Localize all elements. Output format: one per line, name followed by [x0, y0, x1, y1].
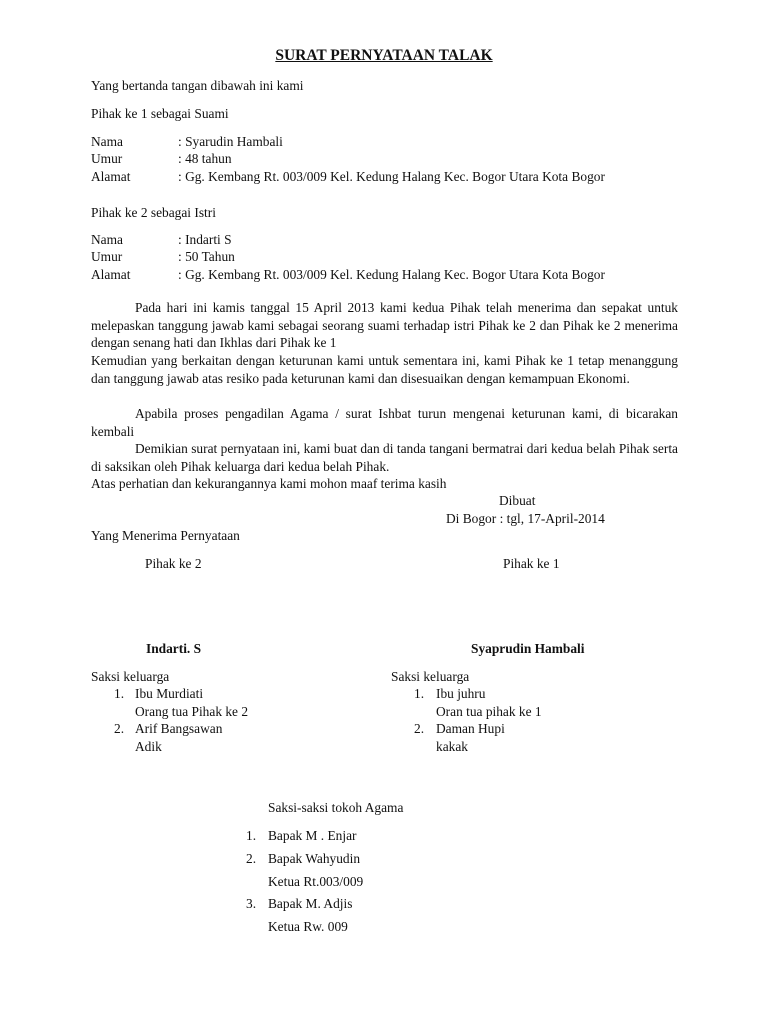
religious-heading: Saksi-saksi tokoh Agama	[268, 800, 404, 815]
witnesses-right-num-1: 1.	[414, 686, 425, 701]
religious-num-2: 2.	[246, 851, 257, 866]
closing-text: Atas perhatian dan kekurangannya kami mohon maaf terima kasih	[91, 476, 447, 491]
party2-name-label: Nama	[91, 232, 123, 247]
party2-address-label: Alamat	[91, 267, 131, 282]
witnesses-right-num-2: 2.	[414, 721, 425, 736]
witnesses-left-name-1: Ibu Murdiati	[135, 686, 204, 701]
witnesses-right-name-2: Daman Hupi	[436, 721, 505, 736]
party1-address-value: : Gg. Kembang Rt. 003/009 Kel. Kedung Halang Kec. Bogor Utara Kota Bogor	[178, 169, 605, 184]
witnesses-right-relation-2: kakak	[436, 739, 468, 754]
party2-address-value: : Gg. Kembang Rt. 003/009 Kel. Kedung Halang Kec. Bogor Utara Kota Bogor	[178, 267, 605, 282]
signature-right-role: Pihak ke 1	[503, 556, 560, 571]
body-paragraph-1: Pada hari ini kamis tanggal 15 April 2013 kami kedua Pihak telah menerima dan sepakat untuk melepaskan tanggung jawab kami sebagai seorang suami terhadap istri Pihak ke 2 dan Pihak ke 2 menerima dengan senang hati dan Ikhlas dari Pihak ke 1	[91, 300, 678, 351]
body-paragraph-3: Apabila proses pengadilan Agama / surat Ishbat turun mengenai keturunan kami, di bicarakan kembali	[91, 406, 678, 439]
party1-age-value: : 48 tahun	[178, 151, 232, 166]
religious-name-2: Bapak Wahyudin	[268, 851, 361, 866]
party1-name-label: Nama	[91, 134, 123, 149]
religious-name-3: Bapak M. Adjis	[268, 896, 353, 911]
party2-heading: Pihak ke 2 sebagai Istri	[91, 205, 216, 220]
party1-address-label: Alamat	[91, 169, 131, 184]
document-title: SURAT PERNYATAAN TALAK	[275, 47, 493, 64]
witnesses-right-heading: Saksi keluarga	[391, 669, 470, 684]
signature-left-name: Indarti. S	[146, 641, 202, 656]
party2-age-value: : 50 Tahun	[178, 249, 235, 264]
witnesses-left-heading: Saksi keluarga	[91, 669, 170, 684]
witnesses-left-relation-1: Orang tua Pihak ke 2	[135, 704, 249, 719]
witnesses-right-relation-1: Oran tua pihak ke 1	[436, 704, 542, 719]
witnesses-left-relation-2: Adik	[135, 739, 162, 754]
witnesses-left-num-2: 2.	[114, 721, 125, 736]
religious-name-1: Bapak M . Enjar	[268, 828, 357, 843]
religious-role-2: Ketua Rt.003/009	[268, 874, 364, 889]
party1-age-label: Umur	[91, 151, 123, 166]
witnesses-right-name-1: Ibu juhru	[436, 686, 486, 701]
signature-left-role: Pihak ke 2	[145, 556, 202, 571]
body-paragraph-2: Kemudian yang berkaitan dengan keturunan kami untuk sementara ini, kami Pihak ke 1 tetap menanggung dan tanggung jawab atas resiko pada keturunan kami dan disesuaikan dengan kemampuan Ekonomi.	[91, 353, 678, 386]
made-place-date: Di Bogor : tgl, 17-April-2014	[446, 511, 605, 526]
receiver-label: Yang Menerima Pernyataan	[91, 528, 240, 543]
intro-text: Yang bertanda tangan dibawah ini kami	[91, 78, 304, 93]
party2-name-value: : Indarti S	[178, 232, 232, 247]
made-label: Dibuat	[499, 493, 536, 508]
witnesses-left-num-1: 1.	[114, 686, 125, 701]
party1-name-value: : Syarudin Hambali	[178, 134, 283, 149]
signature-right-name: Syaprudin Hambali	[471, 641, 585, 656]
body-paragraph-4: Demikian surat pernyataan ini, kami buat dan di tanda tangani bermatrai dari kedua belah Pihak serta di saksikan oleh Pihak keluarga dari kedua belah Pihak.	[91, 441, 678, 474]
religious-num-3: 3.	[246, 896, 257, 911]
religious-role-3: Ketua Rw. 009	[268, 919, 348, 934]
religious-num-1: 1.	[246, 828, 257, 843]
witnesses-left-name-2: Arif Bangsawan	[135, 721, 223, 736]
party1-heading: Pihak ke 1 sebagai Suami	[91, 106, 229, 121]
party2-age-label: Umur	[91, 249, 123, 264]
